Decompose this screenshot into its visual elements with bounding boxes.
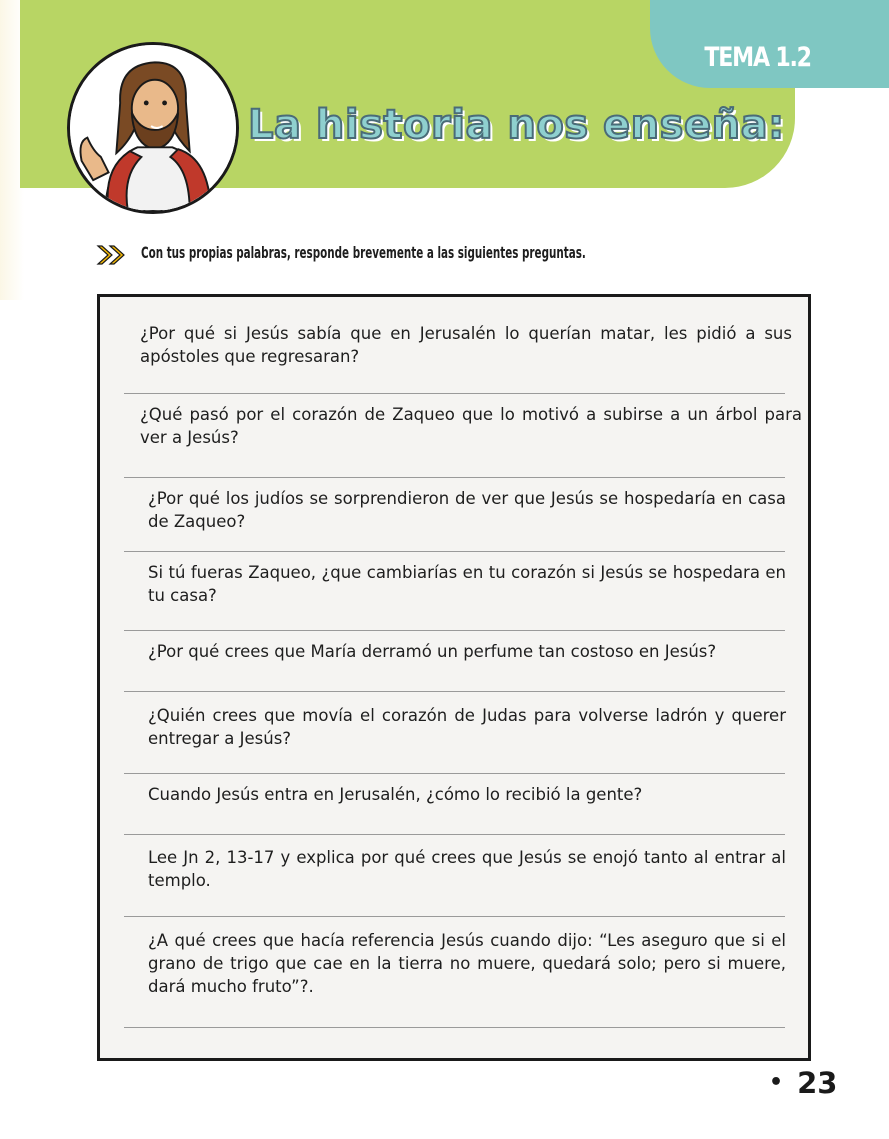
question-4: Si tú fueras Zaqueo, ¿que cambiarías en tu corazón si Jesús se hospedara en tu casa?	[148, 563, 786, 605]
answer-line-8[interactable]	[124, 916, 785, 917]
page-bullet: •	[769, 1070, 784, 1095]
question-8: Lee Jn 2, 13-17 y explica por qué crees que Jesús se enojó tanto al entrar al templo.	[148, 848, 786, 890]
double-chevron-icon	[96, 243, 128, 267]
answer-line-4[interactable]	[124, 630, 785, 631]
answer-line-5[interactable]	[124, 691, 785, 692]
topic-tab	[650, 0, 889, 88]
question-7: Cuando Jesús entra en Jerusalén, ¿cómo lo recibió la gente?	[148, 785, 643, 804]
question-2: ¿Qué pasó por el corazón de Zaqueo que lo motivó a subirse a un árbol para ver a Jesús?	[140, 405, 802, 447]
answer-line-6[interactable]	[124, 773, 785, 774]
jesus-illustration	[67, 42, 239, 214]
page-number	[769, 1066, 837, 1100]
question-1: ¿Por qué si Jesús sabía que en Jerusalén lo querían matar, les pidió a sus apóstoles que regresaran?	[140, 324, 792, 366]
topic-label: TEMA 1.2	[704, 42, 811, 73]
answer-line-1[interactable]	[124, 393, 785, 394]
answer-line-2[interactable]	[124, 477, 785, 478]
page-number-value: 23	[797, 1066, 838, 1100]
answer-line-3[interactable]	[124, 551, 785, 552]
answer-line-9[interactable]	[124, 1027, 785, 1028]
question-5: ¿Por qué crees que María derramó un perfume tan costoso en Jesús?	[148, 642, 717, 661]
question-6: ¿Quién crees que movía el corazón de Judas para volverse ladrón y querer entregar a Jesús?	[148, 706, 786, 748]
question-9: ¿A qué crees que hacía referencia Jesús cuando dijo: “Les aseguro que si el grano de trigo que cae en la tierra no muere, quedará solo; pero si muere, dará mucho fruto”?.	[148, 931, 786, 996]
answer-line-7[interactable]	[124, 834, 785, 835]
page-title: La historia nos enseña:	[248, 102, 785, 148]
question-3: ¿Por qué los judíos se sorprendieron de ver que Jesús se hospedaría en casa de Zaqueo?	[148, 489, 786, 531]
instruction-text: Con tus propias palabras, responde brevemente a las siguientes preguntas.	[141, 243, 586, 262]
